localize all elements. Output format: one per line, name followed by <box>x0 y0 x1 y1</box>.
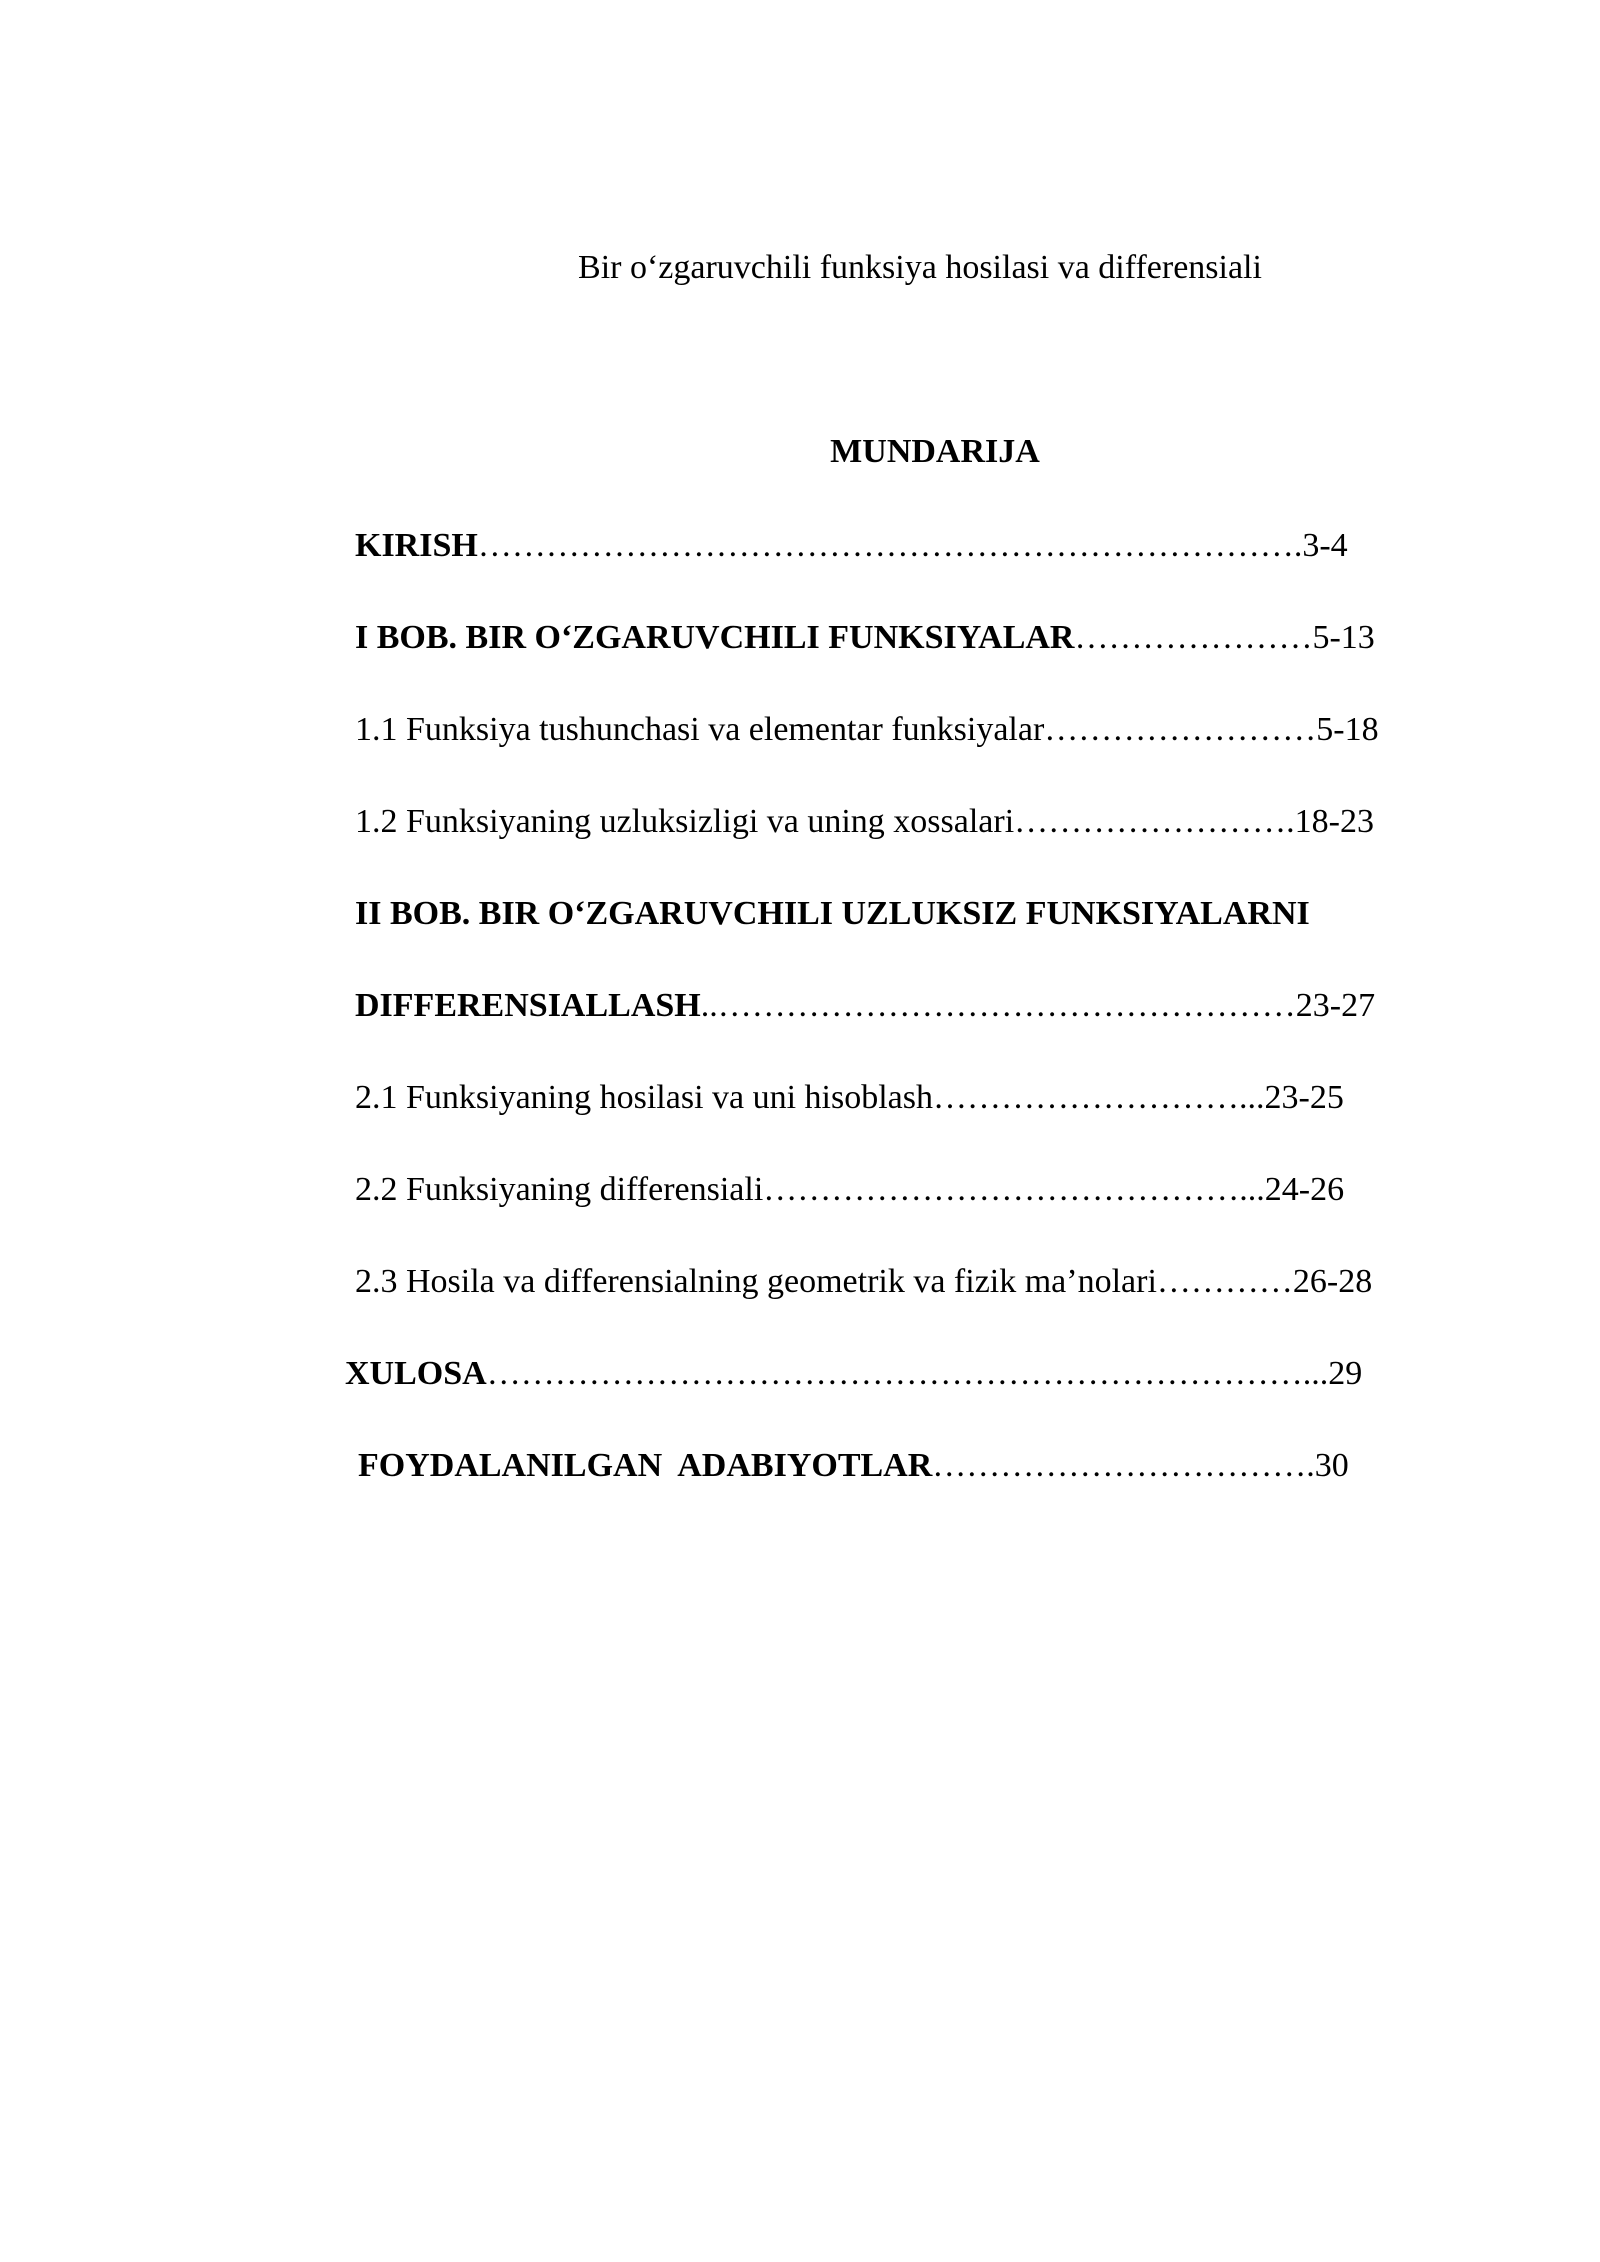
toc-entry-leader: ..…………………………………………… <box>700 987 1296 1024</box>
toc-entry-leader: ……………………………. <box>932 1447 1315 1484</box>
toc-entry-page: 3-4 <box>1302 527 1348 564</box>
toc-entry-label: II BOB. BIR O‘ZGARUVCHILI UZLUKSIZ FUNKSIYALARNI <box>355 895 1310 932</box>
toc-entry-label: 2.2 Funksiyaning differensiali <box>355 1171 764 1208</box>
toc-entry-page: 18-23 <box>1294 803 1374 840</box>
toc-entry-section-1-1 <box>355 708 1379 752</box>
toc-entry-leader: ………………… <box>1074 619 1313 656</box>
toc-entry-section-2-1 <box>355 1076 1344 1120</box>
toc-entry-kirish <box>355 524 1348 568</box>
toc-entry-page: 23-27 <box>1295 987 1376 1024</box>
document-title: Bir o‘zgaruvchili funksiya hosilasi va differensiali <box>578 249 1262 286</box>
toc-entry-label: 2.3 Hosila va differensialning geometrik va fizik ma’nolari <box>355 1263 1157 1300</box>
toc-entry-leader: …………………… <box>1044 711 1317 748</box>
toc-entry-page: 23-25 <box>1264 1079 1344 1116</box>
toc-entry-chapter-2 <box>355 892 1310 936</box>
toc-entry-section-1-2 <box>355 800 1374 844</box>
toc-entry-page: 26-28 <box>1292 1263 1373 1300</box>
toc-entry-page: 29 <box>1328 1355 1363 1392</box>
toc-entry-leader: ………… <box>1156 1263 1293 1300</box>
toc-entry-label: 2.1 Funksiyaning hosilasi va uni hisoblash <box>355 1079 933 1116</box>
toc-entry-label: XULOSA <box>345 1355 487 1392</box>
toc-entry-section-2-2 <box>355 1168 1344 1212</box>
toc-entry-page: 5-13 <box>1312 619 1375 656</box>
toc-entry-page: 5-18 <box>1316 711 1379 748</box>
toc-entry-section-2-3 <box>355 1260 1372 1304</box>
toc-entry-page: 24-26 <box>1264 1171 1345 1208</box>
toc-entry-leader: ……………………………………... <box>763 1171 1265 1208</box>
toc-heading: MUNDARIJA <box>830 433 1040 470</box>
toc-entry-label: DIFFERENSIALLASH <box>355 987 701 1024</box>
toc-entry-label: 1.2 Funksiyaning uzluksizligi va uning xossalari <box>355 803 1015 840</box>
toc-entry-label: FOYDALANILGAN ADABIYOTLAR <box>358 1447 933 1484</box>
toc-entry-xulosa <box>345 1352 1362 1396</box>
toc-entry-label: I BOB. BIR O‘ZGARUVCHILI FUNKSIYALAR <box>355 619 1075 656</box>
toc-entry-page: 30 <box>1314 1447 1349 1484</box>
toc-entry-leader: ……………………. <box>1014 803 1295 840</box>
toc-entry-label: 1.1 Funksiya tushunchasi va elementar funksiyalar <box>355 711 1045 748</box>
toc-entry-chapter-1 <box>355 616 1375 660</box>
toc-entry-leader: ………………………... <box>933 1079 1265 1116</box>
toc-entry-label: KIRISH <box>355 527 478 564</box>
toc-entry-chapter-2-cont <box>355 984 1375 1028</box>
toc-entry-adabiyotlar <box>358 1444 1349 1488</box>
toc-entry-leader: ………………………………………………………………... <box>486 1355 1329 1392</box>
toc-entry-leader: ………………………………………………………………. <box>477 527 1303 564</box>
